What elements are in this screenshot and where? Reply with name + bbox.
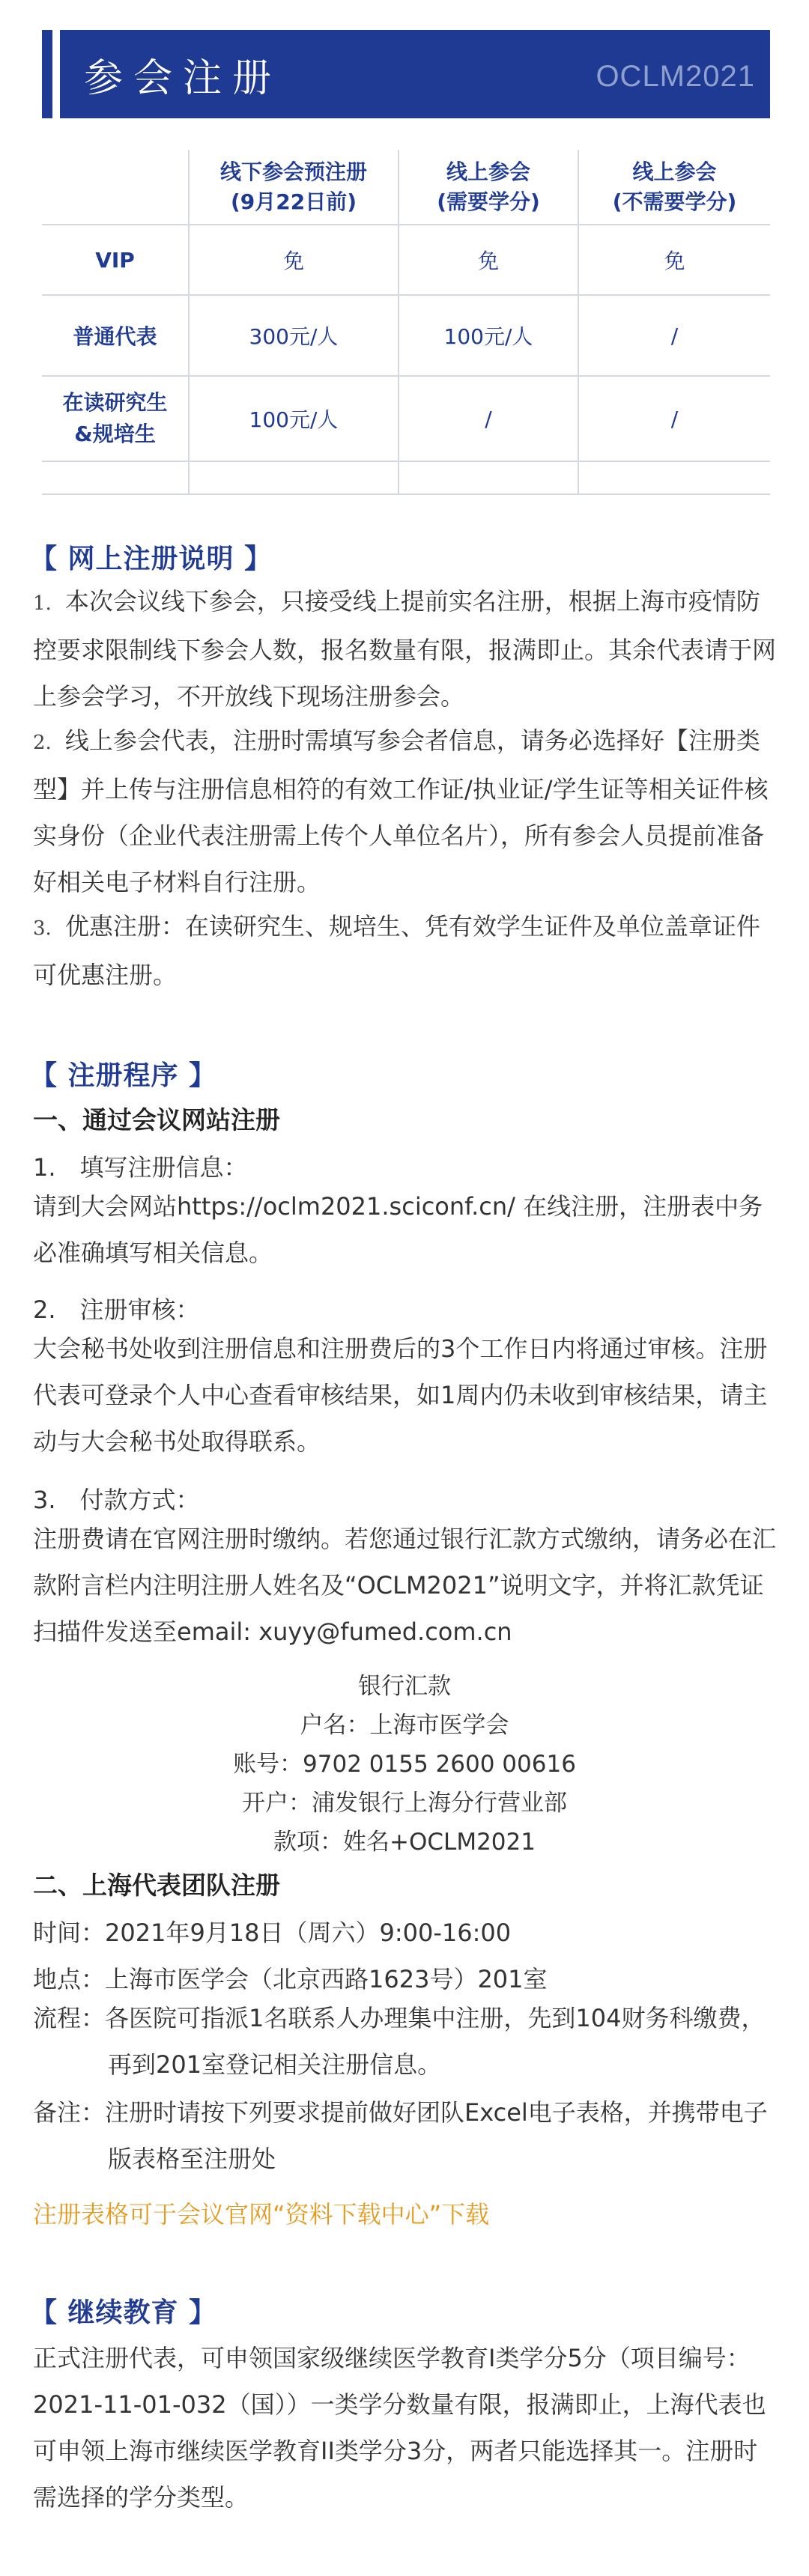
table-cell: 300元/人 xyxy=(189,295,399,376)
row-label: VIP xyxy=(42,225,189,295)
table-cell: 免 xyxy=(189,225,399,295)
note-text: 本次会议线下参会，只接受线上提前实名注册，根据上海市疫情防控要求限制线下参会人数，报名数量有限，报满即止。其余代表请于网上参会学习，不开放线下现场注册参会。 xyxy=(33,587,777,711)
table-header-cell: 线下参会预注册 (9月22日前) xyxy=(189,150,399,225)
table-row xyxy=(42,461,770,494)
table-cell: 100元/人 xyxy=(399,295,578,376)
step-1-label: 1. 填写注册信息： xyxy=(33,1153,248,1182)
table-row xyxy=(42,295,770,376)
step-3-label: 3. 付款方式： xyxy=(33,1486,200,1514)
website-registration-heading: 一、通过会议网站注册 xyxy=(33,1105,280,1134)
online-note-3 xyxy=(33,903,776,998)
group-place: 地点：上海市医学会（北京西路1623号）201室 xyxy=(33,1965,548,1993)
step-1-text: 请到大会网站https://oclm2021.sciconf.cn/ 在线注册，注册表中务必准确填写相关信息。 xyxy=(33,1192,763,1267)
procedure-heading: 【 注册程序 】 xyxy=(30,1060,217,1091)
note-text: 优惠注册：在读研究生、规培生、凭有效学生证件及单位盖章证件可优惠注册。 xyxy=(33,912,760,989)
row-label: 普通代表 xyxy=(42,295,189,376)
step-3-text: 注册费请在官网注册时缴纳。若您通过银行汇款方式缴纳，请务必在汇款附言栏内注明注册人姓名及“OCLM2021”说明文字，并将汇款凭证扫描件发送至email: xuyy@fumed.com.cn xyxy=(33,1525,777,1646)
step-2-label: 2. 注册审核： xyxy=(33,1295,200,1324)
online-registration-heading: 【 网上注册说明 】 xyxy=(30,544,273,574)
table-cell: / xyxy=(578,295,770,376)
bank-account-number: 账号：9702 0155 2600 00616 xyxy=(233,1751,576,1778)
banner-accent-bar xyxy=(42,30,52,118)
table-header-row xyxy=(42,150,770,225)
list-number: 2. xyxy=(33,732,52,754)
group-flow: 流程：各医院可指派1名联系人办理集中注册，先到104财务科缴费，再到201室登记相关注册信息。 xyxy=(33,2004,766,2079)
online-note-2 xyxy=(33,717,776,905)
list-number: 1. xyxy=(33,592,52,615)
table-row xyxy=(42,376,770,461)
group-note: 备注：注册时请按下列要求提前做好团队Excel电子表格，并携带电子版表格至注册处 xyxy=(33,2098,768,2173)
table-cell: 免 xyxy=(578,225,770,295)
table-cell: / xyxy=(578,376,770,461)
list-number: 3. xyxy=(33,917,52,940)
table-cell xyxy=(399,461,578,494)
table-header-cell: 线上参会 (需要学分) xyxy=(399,150,578,225)
step-2-text: 大会秘书处收到注册信息和注册费后的3个工作日内将通过审核。注册代表可登录个人中心查看审核结果，如1周内仍未收到审核结果，请主动与大会秘书处取得联系。 xyxy=(33,1334,768,1456)
note-text: 线上参会代表，注册时需填写参会者信息，请务必选择好【注册类型】并上传与注册信息相符的有效工作证/执业证/学生证等相关证件核实身份（企业代表注册需上传个人单位名片），所有参会人员提前准备好相关电子材料自行注册。 xyxy=(33,726,769,896)
group-time: 时间：2021年9月18日（周六）9:00-16:00 xyxy=(33,1919,512,1947)
education-text: 正式注册代表，可申领国家级继续医学教育I类学分5分（项目编号：2021-11-01-032（国））一类学分数量有限，报满即止，上海代表也可申领上海市继续医学教育II类学分3分，两者只能选择其一。注册时需选择的学分类型。 xyxy=(33,2344,766,2512)
online-note-1 xyxy=(33,578,776,720)
table-cell xyxy=(42,461,189,494)
bank-branch: 开户：浦发银行上海分行营业部 xyxy=(242,1790,567,1817)
table-row xyxy=(42,225,770,295)
table-cell: / xyxy=(399,376,578,461)
table-header-cell: 线上参会 (不需要学分) xyxy=(578,150,770,225)
table-cell: 100元/人 xyxy=(189,376,399,461)
table-cell xyxy=(189,461,399,494)
bank-title: 银行汇款 xyxy=(358,1673,451,1700)
table-cell xyxy=(578,461,770,494)
table-cell: 免 xyxy=(399,225,578,295)
row-label: 在读研究生 &规培生 xyxy=(42,376,189,461)
conference-tag: OCLM2021 xyxy=(596,60,755,93)
download-notice: 注册表格可于会议官网“资料下载中心”下载 xyxy=(33,2200,490,2229)
table-header-cell xyxy=(42,150,189,225)
bank-account-name: 户名：上海市医学会 xyxy=(300,1712,509,1739)
fee-table xyxy=(42,150,770,495)
bank-memo: 款项：姓名+OCLM2021 xyxy=(273,1829,536,1856)
education-heading: 【 继续教育 】 xyxy=(30,2297,217,2328)
group-registration-heading: 二、上海代表团队注册 xyxy=(33,1871,280,1900)
page-title: 参会注册 xyxy=(84,56,282,101)
